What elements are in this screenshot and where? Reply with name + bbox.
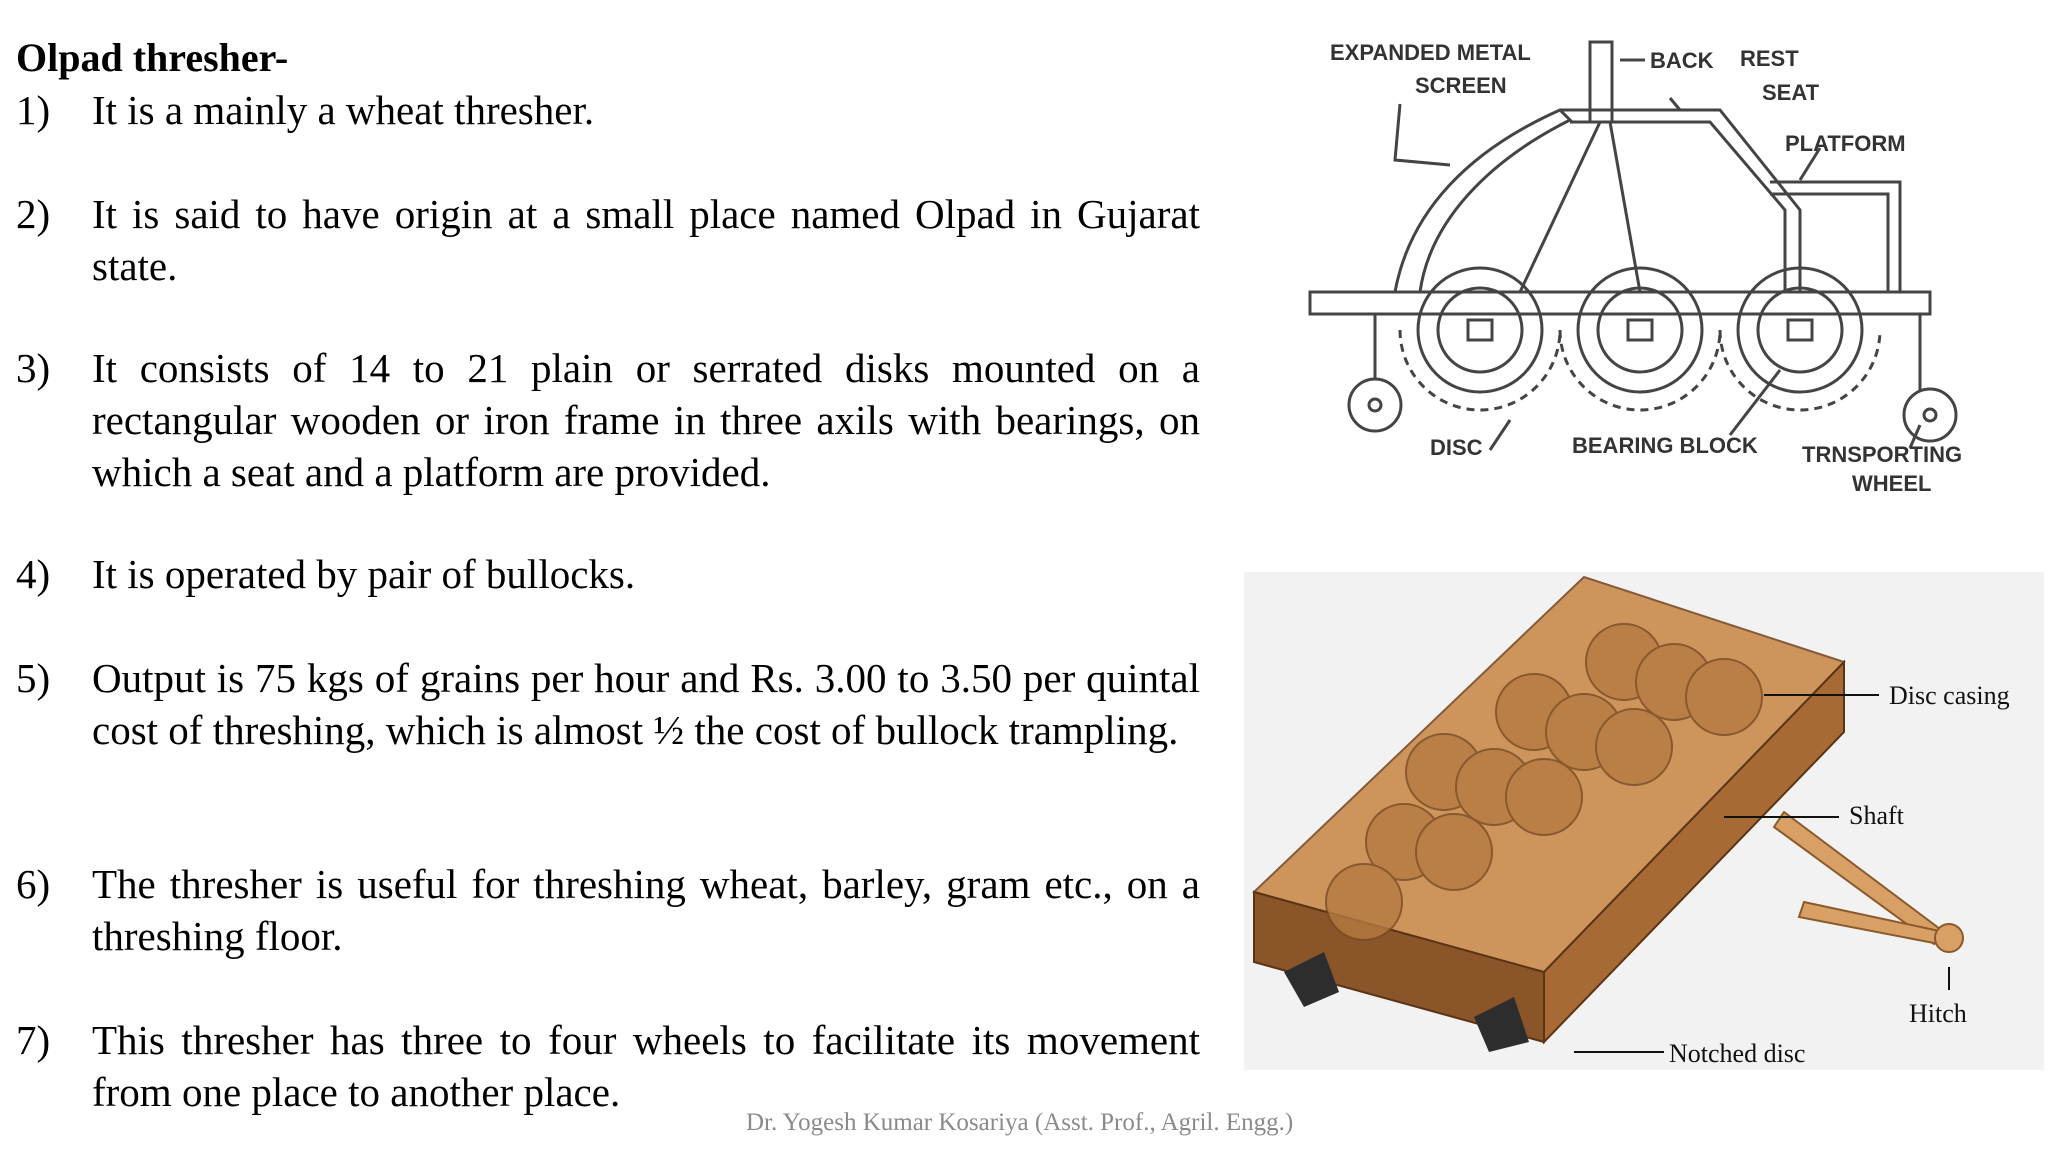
list-item <box>16 84 1200 136</box>
label-expanded-metal: EXPANDED METAL <box>1330 40 1531 65</box>
label-notched-disc: Notched disc <box>1669 1039 1806 1068</box>
label-shaft: Shaft <box>1849 801 1904 830</box>
label-wheel: WHEEL <box>1852 471 1932 496</box>
list-item <box>16 548 1200 600</box>
item-text: The thresher is useful for threshing wheat, barley, gram etc., on a threshing floor. <box>92 861 1200 959</box>
thresher-line-diagram <box>1300 30 2000 500</box>
footer-credit: Dr. Yogesh Kumar Kosariya (Asst. Prof., Agril. Engg.) <box>746 1109 1294 1136</box>
item-number: 3) <box>16 345 51 391</box>
item-number: 5) <box>16 655 51 701</box>
item-number: 4) <box>16 551 51 597</box>
list-item <box>16 1014 1200 1118</box>
item-text: It consists of 14 to 21 plain or serrated disks mounted on a rectangular wooden or iron frame in three axils with bearings, on which a seat and a platform are provided. <box>92 345 1200 495</box>
label-disc: DISC <box>1430 435 1483 460</box>
item-number: 2) <box>16 191 51 237</box>
label-rest: REST <box>1740 46 1799 71</box>
list-item <box>16 342 1200 498</box>
label-screen: SCREEN <box>1415 73 1507 98</box>
item-number: 7) <box>16 1017 51 1063</box>
label-platform: PLATFORM <box>1785 131 1906 156</box>
item-number: 1) <box>16 87 51 133</box>
item-text: It is a mainly a wheat thresher. <box>92 87 595 133</box>
label-seat: SEAT <box>1762 80 1820 105</box>
item-text: This thresher has three to four wheels to facilitate its movement from one place to another place. <box>92 1017 1200 1115</box>
thresher-3d-diagram <box>1244 572 2044 1070</box>
label-bearing-block: BEARING BLOCK <box>1572 433 1758 458</box>
list-item <box>16 858 1200 962</box>
list-item <box>16 652 1200 756</box>
item-text: It is operated by pair of bullocks. <box>92 551 636 597</box>
list-item <box>16 188 1200 292</box>
label-transporting: TRNSPORTING <box>1802 442 1963 467</box>
label-hitch: Hitch <box>1909 999 1967 1028</box>
item-text: It is said to have origin at a small place named Olpad in Gujarat state. <box>92 191 1200 289</box>
label-disc-casing: Disc casing <box>1889 681 2010 710</box>
slide-title: Olpad thresher- <box>16 35 289 80</box>
item-number: 6) <box>16 861 51 907</box>
item-text: Output is 75 kgs of grains per hour and Rs. 3.00 to 3.50 per quintal cost of threshing, which is almost ½ the cost of bullock trampling. <box>92 655 1200 753</box>
label-back: BACK <box>1650 48 1714 73</box>
